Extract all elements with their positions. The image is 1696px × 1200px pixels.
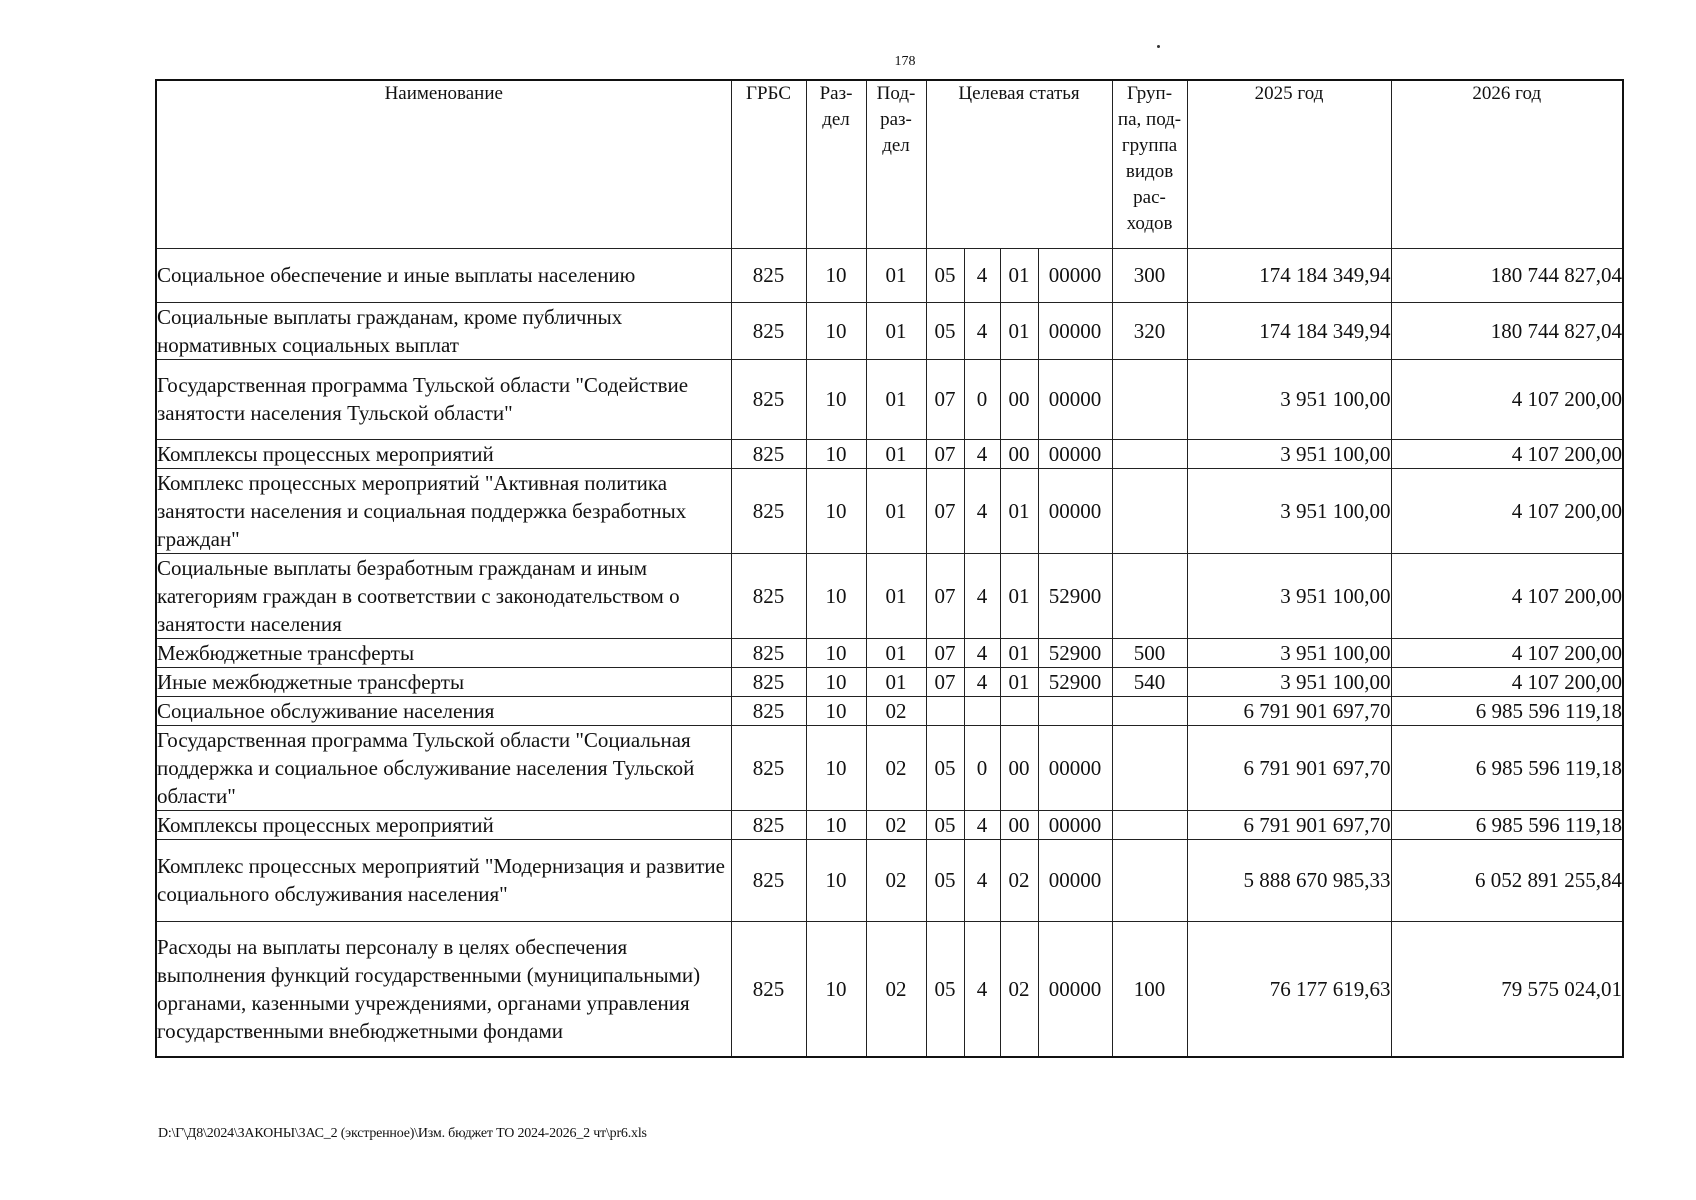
header-name: Наименование (156, 80, 731, 248)
table-row (156, 696, 1623, 725)
cell-t2: 4 (964, 248, 1000, 302)
cell-y2026: 6 052 891 255,84 (1391, 839, 1623, 921)
cell-t2: 4 (964, 553, 1000, 638)
cell-t4: 00000 (1038, 810, 1112, 839)
cell-t4: 00000 (1038, 359, 1112, 439)
cell-t3: 00 (1000, 439, 1038, 468)
table-row (156, 725, 1623, 810)
cell-t4 (1038, 696, 1112, 725)
cell-y2025: 3 951 100,00 (1187, 359, 1391, 439)
cell-grbs: 825 (731, 468, 806, 553)
cell-t3: 01 (1000, 553, 1038, 638)
cell-grbs: 825 (731, 696, 806, 725)
cell-pr: 02 (866, 696, 926, 725)
cell-vr (1112, 696, 1187, 725)
cell-grbs: 825 (731, 248, 806, 302)
cell-vr (1112, 553, 1187, 638)
cell-name: Социальные выплаты безработным гражданам и иным категориям граждан в соответствии с законодательством о занятости населения (156, 553, 731, 638)
cell-y2026: 6 985 596 119,18 (1391, 696, 1623, 725)
table-row (156, 810, 1623, 839)
cell-t3: 01 (1000, 468, 1038, 553)
cell-t3 (1000, 696, 1038, 725)
table-row (156, 638, 1623, 667)
cell-t4: 00000 (1038, 921, 1112, 1057)
cell-rz: 10 (806, 667, 866, 696)
cell-y2026: 4 107 200,00 (1391, 359, 1623, 439)
cell-grbs: 825 (731, 810, 806, 839)
cell-t2: 4 (964, 638, 1000, 667)
cell-y2025: 3 951 100,00 (1187, 638, 1391, 667)
cell-t3: 01 (1000, 248, 1038, 302)
cell-t3: 01 (1000, 667, 1038, 696)
cell-vr: 320 (1112, 302, 1187, 359)
table-body (156, 248, 1623, 1057)
cell-name: Комплекс процессных мероприятий "Модернизация и развитие социального обслуживания населения" (156, 839, 731, 921)
cell-t3: 02 (1000, 839, 1038, 921)
cell-y2026: 6 985 596 119,18 (1391, 810, 1623, 839)
table-row (156, 839, 1623, 921)
cell-grbs: 825 (731, 359, 806, 439)
cell-rz: 10 (806, 248, 866, 302)
cell-y2026: 4 107 200,00 (1391, 439, 1623, 468)
footer-file-path: D:\Г\Д8\2024\ЗАКОНЫ\ЗАС_2 (экстренное)\Изм. бюджет ТО 2024-2026_2 чт\pr6.xls (158, 1126, 647, 1141)
cell-vr: 500 (1112, 638, 1187, 667)
cell-t2: 4 (964, 810, 1000, 839)
cell-grbs: 825 (731, 667, 806, 696)
cell-t1: 05 (926, 725, 964, 810)
cell-y2026: 4 107 200,00 (1391, 468, 1623, 553)
cell-name: Межбюджетные трансферты (156, 638, 731, 667)
cell-vr (1112, 725, 1187, 810)
cell-y2025: 3 951 100,00 (1187, 667, 1391, 696)
header-grbs: ГРБС (731, 80, 806, 248)
cell-rz: 10 (806, 638, 866, 667)
cell-t4: 52900 (1038, 667, 1112, 696)
cell-t4: 00000 (1038, 302, 1112, 359)
cell-rz: 10 (806, 359, 866, 439)
cell-vr (1112, 359, 1187, 439)
cell-t1: 07 (926, 468, 964, 553)
cell-y2025: 174 184 349,94 (1187, 248, 1391, 302)
dot-mark (1157, 45, 1160, 48)
header-group (1112, 80, 1187, 248)
cell-t4: 00000 (1038, 439, 1112, 468)
cell-t4: 52900 (1038, 638, 1112, 667)
table-row (156, 667, 1623, 696)
cell-t2: 4 (964, 667, 1000, 696)
cell-pr: 01 (866, 553, 926, 638)
cell-y2025: 3 951 100,00 (1187, 439, 1391, 468)
cell-pr: 02 (866, 725, 926, 810)
cell-t4: 00000 (1038, 468, 1112, 553)
cell-rz: 10 (806, 302, 866, 359)
cell-t1: 05 (926, 921, 964, 1057)
cell-t1: 07 (926, 553, 964, 638)
cell-t4: 00000 (1038, 248, 1112, 302)
cell-t4: 00000 (1038, 839, 1112, 921)
cell-t2: 0 (964, 359, 1000, 439)
cell-name: Комплексы процессных мероприятий (156, 439, 731, 468)
cell-y2026: 4 107 200,00 (1391, 638, 1623, 667)
cell-t3: 01 (1000, 638, 1038, 667)
cell-t1: 05 (926, 839, 964, 921)
cell-name: Комплекс процессных мероприятий "Активная политика занятости населения и социальная поддержка безработных граждан" (156, 468, 731, 553)
cell-vr (1112, 468, 1187, 553)
budget-table (155, 79, 1624, 1058)
cell-y2026: 4 107 200,00 (1391, 667, 1623, 696)
cell-y2025: 174 184 349,94 (1187, 302, 1391, 359)
cell-name: Социальное обеспечение и иные выплаты населению (156, 248, 731, 302)
cell-t1: 07 (926, 439, 964, 468)
cell-t1: 07 (926, 359, 964, 439)
header-group-text: Груп- па, под- группа видов рас- ходов (1117, 83, 1182, 234)
cell-y2025: 3 951 100,00 (1187, 553, 1391, 638)
cell-t4: 00000 (1038, 725, 1112, 810)
cell-rz: 10 (806, 468, 866, 553)
cell-rz: 10 (806, 921, 866, 1057)
cell-rz: 10 (806, 725, 866, 810)
cell-t2: 4 (964, 839, 1000, 921)
table-row (156, 553, 1623, 638)
cell-t2 (964, 696, 1000, 725)
cell-grbs: 825 (731, 921, 806, 1057)
cell-t3: 01 (1000, 302, 1038, 359)
header-podrazdel-text: Под- раз- дел (876, 83, 916, 156)
cell-pr: 02 (866, 810, 926, 839)
cell-y2025: 76 177 619,63 (1187, 921, 1391, 1057)
cell-y2026: 6 985 596 119,18 (1391, 725, 1623, 810)
table-row (156, 302, 1623, 359)
cell-pr: 01 (866, 302, 926, 359)
cell-name: Государственная программа Тульской области "Социальная поддержка и социальное обслуживание населения Тульской области" (156, 725, 731, 810)
cell-vr (1112, 439, 1187, 468)
table-row (156, 468, 1623, 553)
cell-pr: 01 (866, 248, 926, 302)
cell-t2: 0 (964, 725, 1000, 810)
cell-y2026: 180 744 827,04 (1391, 302, 1623, 359)
cell-grbs: 825 (731, 839, 806, 921)
header-razdel (806, 80, 866, 248)
cell-t2: 4 (964, 468, 1000, 553)
cell-t4: 52900 (1038, 553, 1112, 638)
cell-name: Иные межбюджетные трансферты (156, 667, 731, 696)
cell-t1 (926, 696, 964, 725)
cell-rz: 10 (806, 810, 866, 839)
cell-y2025: 3 951 100,00 (1187, 468, 1391, 553)
header-2025: 2025 год (1187, 80, 1391, 248)
cell-name: Расходы на выплаты персоналу в целях обеспечения выполнения функций государственными (муниципальными) органами, казенными учреждениями, органами управления государственными внебюджетными фондами (156, 921, 731, 1057)
header-podrazdel (866, 80, 926, 248)
cell-t3: 00 (1000, 359, 1038, 439)
cell-t1: 05 (926, 810, 964, 839)
cell-t2: 4 (964, 439, 1000, 468)
cell-vr (1112, 810, 1187, 839)
cell-y2026: 79 575 024,01 (1391, 921, 1623, 1057)
cell-rz: 10 (806, 839, 866, 921)
cell-rz: 10 (806, 439, 866, 468)
cell-grbs: 825 (731, 553, 806, 638)
cell-t3: 00 (1000, 810, 1038, 839)
cell-t1: 05 (926, 302, 964, 359)
cell-pr: 02 (866, 921, 926, 1057)
cell-y2025: 5 888 670 985,33 (1187, 839, 1391, 921)
cell-rz: 10 (806, 553, 866, 638)
table-row (156, 921, 1623, 1057)
cell-y2025: 6 791 901 697,70 (1187, 810, 1391, 839)
cell-y2025: 6 791 901 697,70 (1187, 725, 1391, 810)
cell-t1: 07 (926, 638, 964, 667)
cell-name: Социальное обслуживание населения (156, 696, 731, 725)
cell-y2026: 180 744 827,04 (1391, 248, 1623, 302)
table-row (156, 439, 1623, 468)
header-razdel-text: Раз- дел (819, 83, 853, 130)
cell-grbs: 825 (731, 638, 806, 667)
cell-vr: 100 (1112, 921, 1187, 1057)
cell-vr: 300 (1112, 248, 1187, 302)
cell-pr: 02 (866, 839, 926, 921)
cell-name: Государственная программа Тульской области "Содействие занятости населения Тульской области" (156, 359, 731, 439)
cell-pr: 01 (866, 439, 926, 468)
cell-t3: 00 (1000, 725, 1038, 810)
cell-pr: 01 (866, 638, 926, 667)
cell-vr (1112, 839, 1187, 921)
cell-t1: 07 (926, 667, 964, 696)
cell-name: Социальные выплаты гражданам, кроме публичных нормативных социальных выплат (156, 302, 731, 359)
cell-pr: 01 (866, 468, 926, 553)
cell-rz: 10 (806, 696, 866, 725)
cell-t2: 4 (964, 302, 1000, 359)
cell-grbs: 825 (731, 302, 806, 359)
cell-t3: 02 (1000, 921, 1038, 1057)
cell-pr: 01 (866, 359, 926, 439)
cell-t2: 4 (964, 921, 1000, 1057)
cell-y2025: 6 791 901 697,70 (1187, 696, 1391, 725)
cell-grbs: 825 (731, 725, 806, 810)
cell-pr: 01 (866, 667, 926, 696)
page-number: 178 (894, 54, 916, 69)
header-2026: 2026 год (1391, 80, 1623, 248)
table-row (156, 248, 1623, 302)
header-row (156, 80, 1623, 248)
cell-grbs: 825 (731, 439, 806, 468)
cell-t1: 05 (926, 248, 964, 302)
cell-y2026: 4 107 200,00 (1391, 553, 1623, 638)
table-row (156, 359, 1623, 439)
header-target: Целевая статья (926, 80, 1112, 248)
cell-name: Комплексы процессных мероприятий (156, 810, 731, 839)
cell-vr: 540 (1112, 667, 1187, 696)
